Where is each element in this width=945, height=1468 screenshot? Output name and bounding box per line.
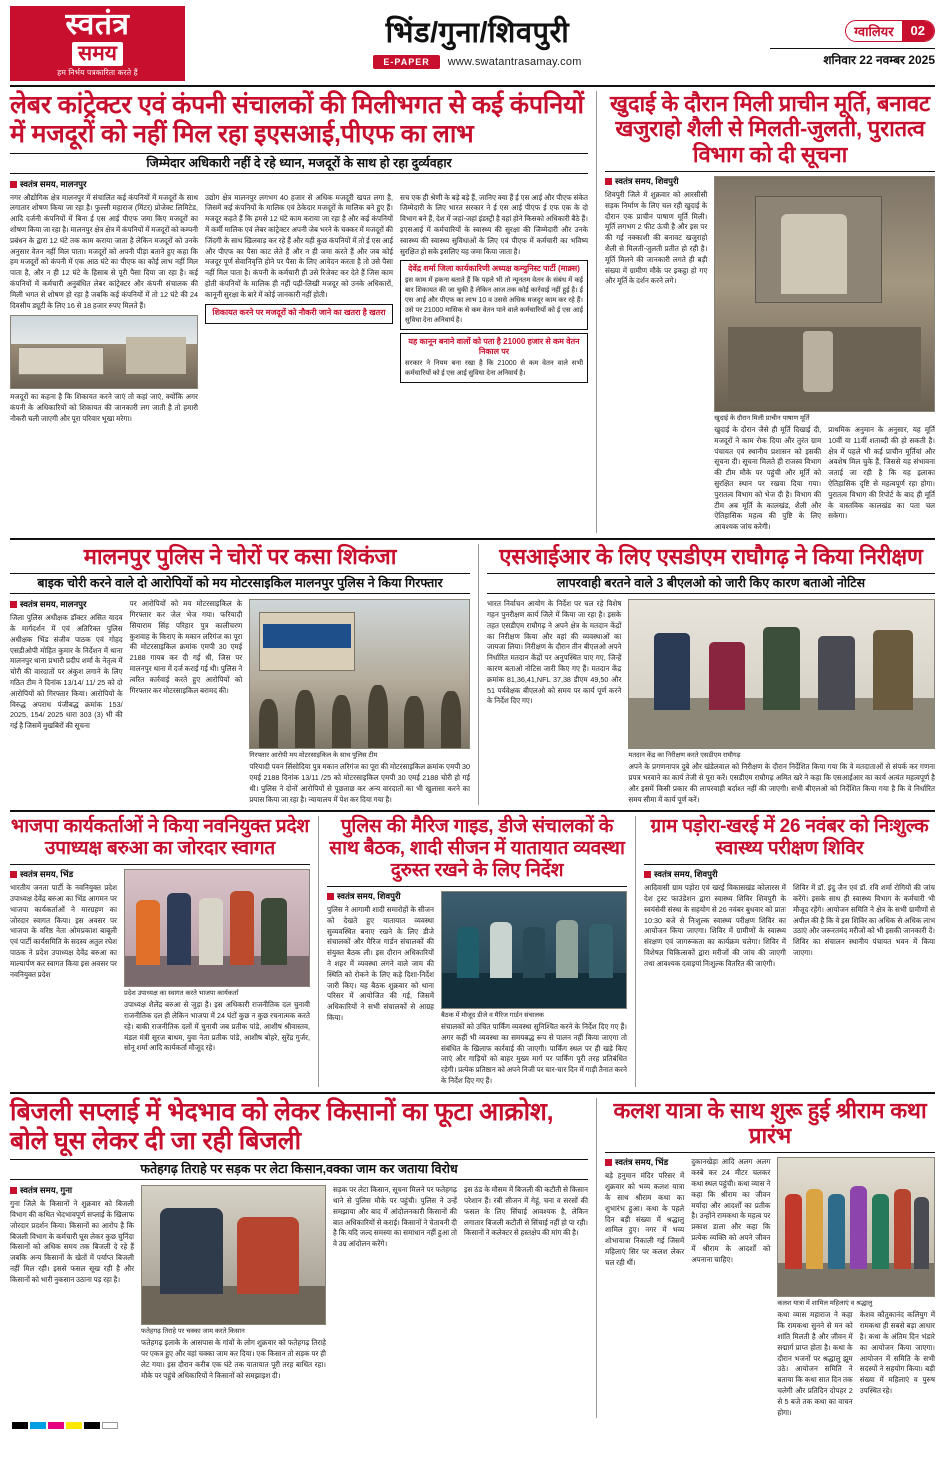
byline-marker-icon [327,893,334,900]
logo-main-text: स्वतंत्र [65,8,130,41]
article-kalash-yatra [605,1098,935,1419]
column-3 [333,1185,457,1381]
byline-marker-icon [10,871,17,878]
photo-caption: फतेहगढ़ तिराहे पर चक्का जाम करते किसान [141,1328,245,1336]
column-photo [628,599,935,805]
photo-caption: खुदाई के दौरान मिली प्राचीन पाषाण मूर्ति [714,415,810,423]
byline-marker-icon [10,601,17,608]
subheadline: लापरवाही बरतने वाले 3 बीएलओ को जारी किए कारण बताओ नोटिस [487,573,935,594]
paragraph: जिला पुलिस अधीक्षक डॉक्टर असित यादव के मार्गदर्शन में एवं अतिरिक्त पुलिस अधीक्षक भिंड संजीव पाठक एवं गोहद एसडीओपी मोहित कुमार के निर्देशन में थाना मालनपुर थाना प्रभारी प्रदीप शर्मा के नेतृत्व में चोरी की वारदातों पर अंकुश लगाने के लिए गठित टीम ने दिनांक 13/14/ 11/ 25 को दो आरोपियों को गिरफ्तार किया। आरोपियों के विरुद्ध अपराध पंजीबद्ध क्रमांक 153/ 2025, 154/ 2025 धारा 303 (3) भी की गई है जिसमें मुखबिरों की सूचना [10,613,123,731]
column-photo [777,1157,935,1418]
article-bijli [10,1098,588,1419]
paragraph: गुना जिले के किसानों ने शुक्रवार को बिजली विभाग की कथित भेदभावपूर्ण सप्लाई के खिलाफ जोरदार प्रदर्शन किया। किसानों का आरोप है कि बिजली विभाग के कर्मचारी घूस लेकर कुछ चुनिंदा किसानों को अधिक समय तक बिजली दे रहे हैं जबकि अन्य किसानों के खेतों में पर्याप्त बिजली नहीं मिल रही। इससे फसल सूख रही है और किसानों को भारी नुकसान उठाना पड़ रहा है। [10,1199,135,1284]
column-photo [249,599,470,805]
column-divider [596,91,597,533]
article-photo [714,176,935,412]
publication-date: शनिवार 22 नवम्बर 2025 [770,48,935,68]
byline-text: स्वतंत्र समय, मालनपुर [20,599,87,610]
byline-text: स्वतंत्र समय, शिवपुरी [337,891,401,902]
epaper-row [373,55,581,69]
color-registration-bar [10,1422,935,1429]
subheadline: फतेहगढ़ तिराहे पर सड़क पर लेटा किसान,वक्का जाम कर जताया विरोध [10,1159,588,1180]
article-lead-left [10,91,588,533]
column-2 [691,1157,770,1418]
city-label: ग्वालियर [854,23,894,39]
paragraph: बड़े हनुमान मंदिर परिसर में शुक्रवार को भव्य कलश यात्रा के साथ श्रीराम कथा का शुभारंभ हुआ। कथा के पहले दिन बड़ी संख्या में श्रद्धालु शामिल हुए। नगर में भव्य शोभायात्रा निकाली गई जिसमें महिलाएं सिर पर कलश लेकर चल रही थीं। [605,1171,685,1267]
paragraph: अपने के प्रगणनापत्र दुबे और खंडेलवाल को निरीक्षण के दौरान निर्देशित किया गया कि वे मतदाताओं से संपर्क कर गणना प्रपत्र भरवाने का कार्य तेजी से पूरा करें। एसडीएम राघौगढ़ अमित खरे ने कहा कि एसआईआर का कार्य अत्यंत महत्वपूर्ण है और इसमें किसी प्रकार की लापरवाही बर्दाश्त नहीं की जाएगी। सभी बीएलओ को निर्देशित किया गया है कि वे निर्धारित समय सीमा में कार्य पूर्ण करें। [628,762,935,804]
photo-caption: प्रदेश उपाध्यक्ष का स्वागत करते भाजपा कार्यकर्ता [124,990,239,998]
color-swatch [66,1422,82,1429]
paragraph: नगर औद्योगिक क्षेत्र मालनपुर में संचालित कई कंपनियों में मजदूरों के साथ लगातार शोषण किया जा रहा है। फुल्ली महाराज (मिंटर) प्रोजेक्ट लिमिटेड, आदि दर्जनी कंपनियों में बिना ई एस आई पीएफ जमा किए मजदूरों का शोषण किया जा रहा है। मालनपुर क्षेत्र क्षेत्र में कंपनियों में मजदूरों को कम्पनी प्रबंधन के द्वारा 12 घंटे तक काम कराया जाता है लेकिन मजदूरों को उनके अनुसार वेतन नहीं मिल पाता। मजदूरों को अपनी पीड़ा बताने हुए कहा कि हम मजदूरों को कंपनी में एक आठ घंटे का पीएफ का कोई लाभ नहीं मिल पाता है, और न ही 12 घंटे के हिसाब से पूरी पैसा दिया जा रहा है। कई कंपनियों में कर्मचारी अनुबंधित लेबर कांट्रेक्टर और कंपनी संचालक की मिली भगत से शोषण हो रहा है जबकि कई कंपनियों में तो 12 घंटे की 24 दिवसीय ड्यूटी के लिए 16 से 18 हजार रुपए मिलते हैं। [10,192,198,310]
byline [644,869,935,880]
paragraph: खुदाई के दौरान जैसे ही मूर्ति दिखाई दी, मजदूरों ने काम रोक दिया और तुरंत ग्राम पंचायत एवं स्थानीय प्रशासन को इसकी सूचना दी। सूचना मिलते ही राजस्व विभाग की टीम मौके पर पहुंची और मूर्ति को सुरक्षित स्थान पर रखवा दिया गया। पुरातत्व विभाग को भेज दी है। विभाग की टीम अब मूर्ति के कालखंड, शैली और ऐतिहासिक महत्व की पुष्टि के लिए आवश्यक जांच करेगी। [714,425,822,532]
byline-text: स्वतंत्र समय, भिंड [615,1157,669,1168]
column-1 [10,599,123,805]
article-lead-right [605,91,935,533]
headline: भाजपा कार्यकर्ताओं ने किया नवनियुक्त प्रदेश उपाध्यक्ष बरुआ का जोरदार स्वागत [10,816,310,860]
subheadline: जिम्मेदार अधिकारी नहीं दे रहे ध्यान, मजदूरों के साथ हो रहा दुर्व्यवहार [10,153,588,174]
paragraph: केशव कौतुकानंद कलियुग में रामकथा ही सबसे बड़ा आधार है। कथा के अंतिम दिन भंडारे का आयोजन किया जाएगा। आयोजन में समिति के सभी सदस्यों ने सहयोग किया। बड़ी संख्या में महिलाएं व पुरुष उपस्थित रहे। [859,1310,935,1395]
quote-title: देवेंद्र शर्मा जिला कार्यकारिणी अध्यक्ष कम्युनिस्ट पार्टी (माक्र्स) [408,264,580,274]
color-swatch [30,1422,46,1429]
paragraph: प्राथमिक अनुमान के अनुसार, यह मूर्ति 10वीं या 11वीं शताब्दी की हो सकती है। क्षेत्र में पहले भी कई प्राचीन मूर्तियां और अवशेष मिल चुके हैं, जिससे यह संभावना जताई जा रही है कि यह इलाका ऐतिहासिक दृष्टि से महत्वपूर्ण रहा होगा। पुरातत्व विभाग की रिपोर्ट के बाद ही मूर्ति के वास्तविक कालखंड का पता चल सकेगा। [828,425,936,521]
sidebar-note-2 [400,333,588,383]
byline-marker-icon [605,178,612,185]
article-columns [644,883,935,969]
column-3 [777,1310,852,1418]
column-1 [10,1185,134,1381]
byline [10,599,123,610]
column-1 [10,869,117,1054]
color-swatch [48,1422,64,1429]
band-three [10,816,935,1086]
column-photo [141,1185,326,1381]
column-2 [714,176,935,533]
city-page-badge [845,20,935,42]
article-photo [141,1185,326,1325]
logo-tagline: हम निर्भय पत्रकारिता करते हैं [57,68,138,78]
masthead-right [770,6,935,81]
column-1 [644,883,786,969]
paragraph: सच एक ही श्रेणी के बड़े बड़े हैं, जानिए क्या हैं ई एस आई और पीएफ संकेत जिम्मेदारी के लिए भारत सरकार ने ई एस आई पीएफ ई एफ एक के दो विभाग बने हैं, देश में जहां-जहां इंडस्ट्री है वहां होने किसको अधिकारी बैठे हैं। इएसआई में कर्मचारियों के स्वास्थ्य की सुरक्षा की जिम्मेदारी और उनके स्वास्थ्य की स्वास्थ्य सुविधाओं के लिए एवं पीएफ में कर्मचारी का भविष्य सुरक्षित हो सके इसलिए यह जमा किया जाता है। [400,192,588,256]
byline [605,176,707,187]
masthead [10,6,935,87]
paragraph: भारतीय जनता पार्टी के नवनियुक्त प्रदेश उपाध्यक्ष देवेंद्र बरुआ का भिंड आगमन पर भाजपा कार्यकर्ताओं ने मारग्रहण का जोरदार स्वागत किया। इस अवसर पर भाजपा के वरिष्ठ नेता ओमप्रकाश बाबूली एवं पार्टी कार्यसमिति के सदस्य अतुल रघेश पाठक ने प्रदेश उपाध्यक्ष देवेंद्र बरुआ का माल्यार्पण कर स्वागत किया इस अवसर पर नवनियुक्त प्रदेश [10,883,117,979]
article-columns [10,869,310,1054]
paragraph: आदिवासी ग्राम पड़ोरा एवं खरई विकासखंड कोलारस में देश ट्रस्ट फाउंडेशन द्वारा स्वास्थ्य शिविर शिवपुरी के स्वयंसेवी संस्था के सहयोग से 26 नवंबर बुधवार को प्रातः 10:30 बजे से निःशुल्क स्वास्थ्य परीक्षण शिविर का आयोजन किया जाएगा। शिविर में ग्रामीणों के स्वास्थ्य संरक्षण एवं जागरूकता का कार्यक्रम चलेगा। शिविर में विशेषज्ञ चिकित्सकों द्वारा मरीजों की जांच की जाएगी तथा आवश्यक दवाइयां निःशुल्क वितरित की जाएंगी। [644,883,786,968]
byline [327,891,434,902]
article-photo [10,315,198,389]
byline [10,179,588,190]
column-4 [464,1185,588,1381]
newspaper-logo [10,6,185,81]
byline-text: स्वतंत्र समय, भिंड [20,869,74,880]
column-2 [793,883,935,969]
byline-marker-icon [10,181,17,188]
byline-text: स्वतंत्र समय, शिवपुरी [654,869,718,880]
note-title: यह कानून बनाने वालों को पता है 21000 हजार से कम वेतन निकाल पर [408,337,580,357]
article-health-camp [644,816,935,1086]
column-3 [400,193,588,425]
paragraph: संचालकों को उचित पार्किंग व्यवस्था सुनिश्चित करने के निर्देश दिए गए हैं। अगर कहीं भी व्यवस्था का समयबद्ध रूप से पालन नहीं किया जाएगा तो संबंधित के खिलाफ कार्रवाई की जाएगी। पार्किंग स्थल पर ही खड़े किए जाएं और गाड़ियों को बाहर मुख्य मार्ग पर पार्किंग पूरी तरह प्रतिबंधित रहेगी। प्रत्येक प्रतिष्ठान को अपने निजी पर चार-चार दिन में गाड़ी तैनात करने के निर्देश दिए गए हैं। [441,1022,627,1085]
color-swatch [12,1422,28,1429]
sidebar-note-1 [205,304,393,324]
article-photo [441,891,627,1009]
byline-text: स्वतंत्र समय, शिवपुरी [615,176,679,187]
band-two [10,544,935,805]
photo-caption: मतदान केंद्र का निरीक्षण करते एसडीएम राघौगढ़ [628,752,741,760]
column-photo [124,869,310,1054]
headline: लेबर कांट्रेक्टर एवं कंपनी संचालकों की मिलीभगत से कई कंपनियों में मजदूरों को नहीं मिल रहा इएसआई,पीएफ का लाभ [10,91,584,148]
article-malanpur-police [10,544,470,805]
band-lead [10,91,935,533]
byline-marker-icon [605,1159,612,1166]
column-2 [205,193,393,425]
color-swatch [102,1422,118,1429]
photo-caption: गिरफ्तार आरोपी मय मोटरसाइकिल के साथ पुलिस टीम [249,752,378,760]
paragraph: शिवपुरी जिले में शुक्रवार को आरसीसी सड़क निर्माण के लिए चल रही खुदाई के दौरान एक प्राचीन पाषाण मूर्ति मिली। मूर्ति लगभग 2 फीट ऊंची है और इस पर की गई नक्काशी की बनावट खजुराहो शैली से मिलती-जुलती प्रतीत हो रही है। मूर्ति मिलने की जानकारी लगते ही बड़ी संख्या में ग्रामीण मौके पर इकट्ठा हो गए और मूर्ति के दर्शन करने लगे। [605,190,708,286]
headline: कलश यात्रा के साथ शुरू हुई श्रीराम कथा प्रारंभ [613,1097,927,1149]
byline-marker-icon [644,871,651,878]
headline: एसआईआर के लिए एसडीएम राघौगढ़ ने किया निरीक्षण [499,544,923,569]
paragraph: कथा व्यास महाराज ने कहा कि रामकथा सुनने से मन को शांति मिलती है और जीवन में सद्मार्ग प्राप्त होता है। कथा के दौरान भजनों पर श्रद्धालु झूम उठे। आयोजन समिति ने बताया कि कथा सात दिन तक चलेगी और प्रतिदिन दोपहर 2 से 5 बजे तक कथा का वाचन होगा। [777,1310,853,1417]
epaper-url[interactable]: www.swatantrasamay.com [447,55,582,68]
article-police-marriage [327,816,627,1086]
paragraph: परियादी पवन सिंसोदिया पुत्र मकान लरिगंज का पूरा की मोटरसाइकिल क्रमांक एमपी 30 एमई 2188 दिनांक 13/11 /25 को मोटरसाइकिल एमपी 30 एमई 2188 चोरी हो गई थी। पुलिस ने दोनों आरोपियों से पूछताछ कर अन्य वारदातों का भी खुलासा करने का प्रयास किया जा रहा है। न्यायालय में पेश कर दिया गया है। [249,762,471,804]
masthead-center [185,6,770,81]
logo-sub-text: समय [72,42,123,66]
paragraph: पर आरोपियों को मय मोटरसाइकिल के गिरफ्तार कर जेल भेज गया। फरियादी सियाराम सिंह परिहार पुत्र कालीचरण कुशवाह के किराए के मकान लरिगंज का पूरा की मोटरसाइकिल क्रमांक एमपी 30 एमई 2188 गायब कर दी गई थी, जिस पर मालनपुर थाना में दर्ज कराई गई थी। पुलिस ने त्वरित कार्रवाई करते हुए आरोपियों को गिरफ्तार कर मोटरसाइकिल बरामद की। [129,599,243,695]
byline [605,1157,684,1168]
byline-marker-icon [10,1187,17,1194]
paragraph: भारत निर्वाचन आयोग के निर्देश पर चल रहे विशेष गहन पुनरीक्षण कार्य जिले में किया जा रहा है। इसके तहत एसडीएम राघौगढ़ ने अपने क्षेत्र के मतदान केंद्रों का निरीक्षण किया और वहां की व्यवस्थाओं का जायजा लिया। निरीक्षण के दौरान तीन बीएलओ अपने निर्धारित मतदान केंद्रों पर अनुपस्थित पाए गए, जिन्हें कारण बताओ नोटिस जारी किए गए हैं। मतदान केंद्र क्रमांक 81,36,41,NFL 37,38 डीएम 49,50 और 51 पर्यवेक्षक बीएलओ को समय पर कार्य पूर्ण करने के निर्देश दिए गए। [487,599,622,706]
article-photo [249,599,470,749]
article-photo [777,1157,935,1297]
note-title: शिकायत करने पर मजदूरों को नौकरी जाने का खतरा है खतरा [212,307,386,317]
article-ssir-sdm [487,544,935,805]
column-divider [596,1098,597,1419]
column-1 [10,193,198,425]
paragraph: दुकानखेड़ा आदि अलग अलग कस्बे कर 24 मीटर चलकर कथा स्थल पहुंची। कथा व्यास ने कहा कि श्रीराम का जीवन मर्यादा और आदर्शों का प्रतीक है। उन्होंने रामकथा के महत्व पर प्रकाश डाला और कहा कि प्रत्येक व्यक्ति को अपने जीवन में श्रीराम के आदर्शों को अपनाना चाहिए। [691,1157,771,1264]
paragraph: फतेहगढ़ इलाके के आसपास के गांवों के लोग शुक्रवार को फतेहगढ़ तिराहे पर एकत्र हुए और वहां चक्का जाम कर दिया। एक किसान तो सड़क पर ही लेट गया। इस दौरान करीब एक घंटे तक यातायात पूरी तरह बाधित रहा। मौके पर पहुंचे अधिकारियों ने किसानों को समझाइश दी। [141,1338,326,1380]
column-4 [860,1310,935,1418]
paragraph: सड़क पर लेटा किसान, सूचना मिलने पर फतेहगढ़ थाने से पुलिस मौके पर पहुंची। पुलिस ने उन्हें समझाया और बाद में आंदोलनकारी किसानों की बात अधिकारियों से कराई। किसानों ने चेतावनी दी है कि यदि जल्द समस्या का समाधान नहीं हुआ तो वे उग्र आंदोलन करेंगे। [332,1185,457,1249]
headline: खुदाई के दौरान मिली प्राचीन मूर्ति, बनावट खजुराहो शैली से मिलती-जुलती, पुरातत्व विभाग को दी सूचना [610,91,930,167]
byline [10,869,117,880]
article-columns [10,599,470,805]
paragraph-cont: मजदूरों का कहना है कि शिकायत करने जाएं तो कहां जाएं, क्योंकि अगर कंपनी के अधिकारियों को शिकायत की जानकारी लग जाती है तो हमारी नौकरी चली जाएगी और पूरा परिवार भूखा मरेगा। [10,392,198,423]
article-columns [327,891,627,1087]
article-columns [487,599,935,805]
column-divider [478,544,479,805]
article-columns [10,193,588,425]
article-photo [628,599,935,749]
page-number: 02 [902,21,934,41]
quote-text: इस काम में हकना बताते हैं कि पहले भी तो न्यूनतम वेतन के संबंध में कई बार शिकायत की जा चुकी है लेकिन आज तक कोई कार्रवाई नहीं हुई है। ई एस आई और पीएफ का लाभ 10 व उससे अधिक मजदूर काम कर रहे हैं। उसे पर 21000 मासिक से कम वेतन पाने वाले कर्मचारियों को ई एस आई सुविधा देना अनिवार्य है। [405,277,583,325]
photo-caption: कलश यात्रा में शामिल महिलाएं व श्रद्धालु [777,1300,873,1308]
paragraph: उद्योग क्षेत्र मालनपुर लगभग 40 हजार से अधिक मजदूरी खपत लगा है, जिसमें कई कंपनियों के मालिक एवं ठेकेदार मजदूरों के मालिक बने हुए हैं। मजदूर कहते हैं कि हमसे 12 घंटे काम कराया जा रहा है और कई कंपनियों में कर्मी मालिक एवं लेबर कांट्रेक्टर अपनी जेब भरने के चक्कर में मजदूरों की जिंदगी के साथ खिलवाड़ कर रहे हैं और यही कुछ कंपनियों में तो ई एस आई और पीएफ का पैसा काट लेते हैं और न ही जमा करते हैं और जब कोई मजदूर पूर्ण सेवानिवृत्ति होने पर पैसा के लिए आवेदन करता है तो उसे पैसा नहीं मिल पाता है। कंपनी के कर्मचारी ही उसे रिजेक्ट कर देते हैं जिस काम होती कंपनियों के मालिक ही नहीं पढ़ी-लिखी मजदूर को उनके अधिकारों, कानूनी सुरक्षा के बारे में कोई जानकारी नहीं होती। [205,192,393,299]
column-divider [635,816,636,1086]
article-bjp-welcome [10,816,310,1086]
band-four [10,1098,935,1419]
paragraph: इस ठंड के मौसम में बिजली की कटौती से किसान परेशान हैं। रबी सीजन में गेहूं, चना व सरसों की फसल के लिए सिंचाई आवश्यक है, लेकिन लगातार बिजली कटौती से सिंचाई नहीं हो पा रही। किसानों ने कलेक्टर से हस्तक्षेप की मांग की है। [463,1185,588,1238]
column-2 [130,599,243,805]
color-swatch [84,1422,100,1429]
subheadline: बाइक चोरी करने वाले दो आरोपियों को मय मोटरसाइकिल मालनपुर पुलिस ने किया गिरफ्तार [10,573,470,594]
column-photo [441,891,627,1087]
column-2b [828,425,935,533]
headline: बिजली सप्लाई में भेदभाव को लेकर किसानों का फूटा आक्रोश, बोले घूस लेकर दी जा रही बिजली [10,1097,554,1155]
byline [10,1185,134,1196]
column-1 [487,599,621,805]
edition-title: भिंड/गुना/शिवपुरी [385,17,570,50]
column-divider [318,816,319,1086]
article-columns [605,176,935,533]
article-columns [605,1157,935,1418]
article-photo [124,869,310,987]
article-columns [10,1185,588,1381]
paragraph: शिविर में डॉ. इंदु जैन एवं डॉ. रवि शर्मा रोगियों की जांच करेंगे। इसके साथ ही स्वास्थ्य विभाग के कर्मचारी भी मौजूद रहेंगे। आयोजन समिति ने क्षेत्र के सभी ग्रामीणों से अपील की है कि वे इस शिविर का अधिक से अधिक लाभ उठाएं और जरूरतमंद मरीजों को भी इसकी जानकारी दें। शिविर का संचालन स्थानीय पंचायत भवन में किया जाएगा। [793,883,935,957]
byline-text: स्वतंत्र समय, गुना [20,1185,73,1196]
column-1 [605,176,707,533]
headline: पुलिस की मैरिज गाइड, डीजे संचालकों के साथ बैठक, शादी सीजन में यातायात व्यवस्था दुरुस्त रखने के लिए निर्देश [329,816,625,882]
column-1 [327,891,434,1087]
photo-caption: बैठक में मौजूद डीजे व मैरिज गार्डन संचालक [441,1012,544,1020]
headline: मालनपुर पुलिस ने चोरों पर कसा शिकंजा [83,544,397,569]
paragraph: पुलिस ने आगामी शादी समारोहों के सीजन को देखते हुए यातायात व्यवस्था सुव्यवस्थित बनाए रखने के लिए डीजे संचालकों और मैरिज गार्डन संचालकों की संयुक्त बैठक ली। इस दौरान अधिकारियों ने शहर में व्यवस्था लगने वाले जाम की स्थिति को रोकने के लिए कड़े दिशा-निर्देश जारी किए। यह बैठक शुक्रवार को थाना परिसर में आयोजित की गई, जिसमें अधिकारियों ने सभी संचालकों से आग्रह किया। [327,905,434,1022]
column-2a [714,425,821,533]
epaper-badge[interactable]: E-PAPER [373,55,439,69]
paragraph: उपाध्यक्ष शैलेंद्र बरुआ से जुड़ा है। इस अधिकारी राजनीतिक दल चुनावी राजनीतिक दल ही लेकिन भाजपा में 24 घंटों कुछ न कुछ रचनात्मक करते रहे। बाकी राजनीतिक दलों में चुनावी जब प्रतीक पांडे, आशीष श्रीवास्तव, मंडल मंत्री सूरज बाथम, युवा नेता प्रतीक पांडे, आशीष बोहरे, सुरेंद्र गुर्जर, सोनू शर्मा आदि कार्यकर्ता मौजूद रहे। [124,1000,310,1053]
inline-quote [400,260,588,330]
note-text: सरकार ने नियम बना रखा है कि 21000 से कम वेतन वाले सभी कर्मचारियों को ई एस आई सुविधा देना अनिवार्य है। [405,360,583,378]
column-1 [605,1157,684,1418]
byline-text: स्वतंत्र समय, मालनपुर [20,178,87,189]
headline: ग्राम पड़ोरा-खरई में 26 नवंबर को निःशुल्क स्वास्थ्य परीक्षण शिविर [650,816,929,860]
